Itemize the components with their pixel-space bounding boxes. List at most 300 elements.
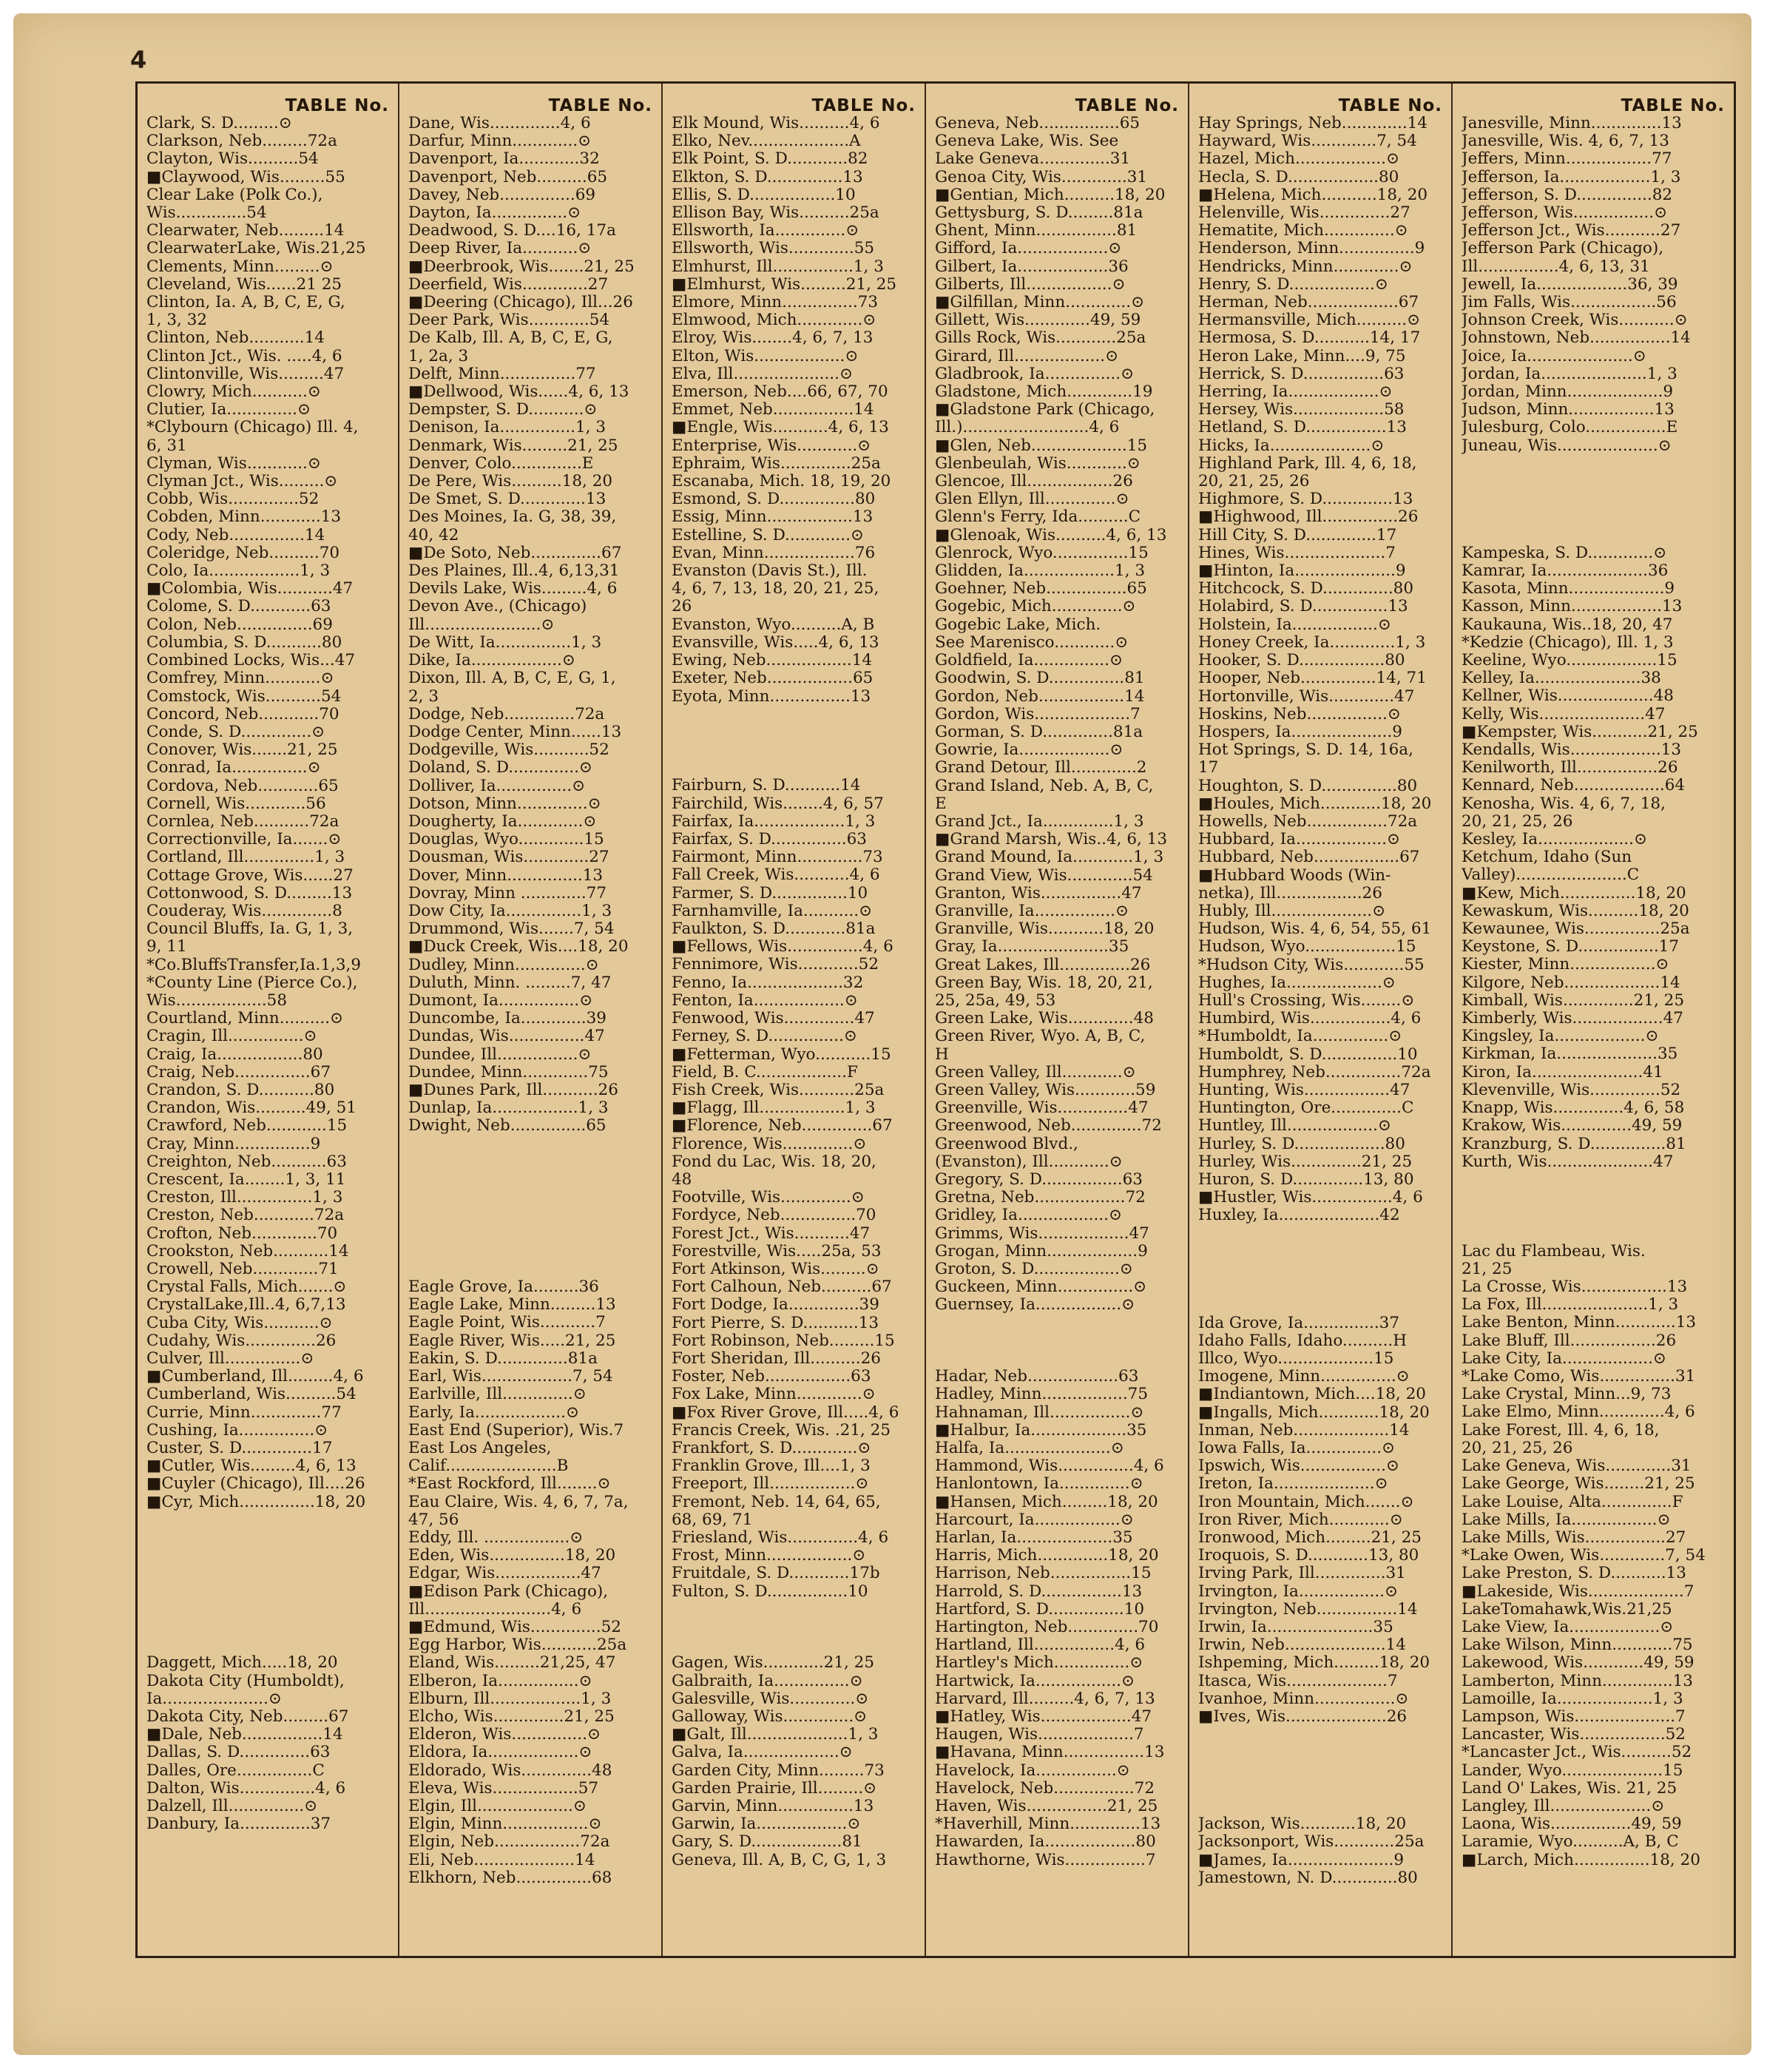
station-entry: Freeport, Ill.................⊙ bbox=[672, 1475, 869, 1494]
station-entry: ■Houles, Mich............18, 20 bbox=[1198, 794, 1432, 813]
station-entry: Eleva, Wis.................57 bbox=[408, 1779, 599, 1798]
station-entry: Edgar, Wis.................47 bbox=[408, 1565, 601, 1583]
station-entry: Clarkson, Neb.........72a bbox=[146, 132, 337, 151]
station-entry: Jackson, Wis...........18, 20 bbox=[1198, 1815, 1407, 1834]
station-entry: *Kedzie (Chicago), Ill. 1, 3 bbox=[1462, 633, 1674, 652]
station-entry: Elgin, Neb.................72a bbox=[408, 1833, 610, 1852]
station-entry: Fort Calhoun, Neb..........67 bbox=[672, 1278, 892, 1297]
station-entry: Elva, Ill.....................⊙ bbox=[672, 365, 853, 383]
station-entry: Denver, Colo..............E bbox=[408, 454, 594, 473]
station-entry: ■Gilfillan, Minn.............⊙ bbox=[935, 294, 1145, 312]
station-entry: Ill................4, 6, 13, 31 bbox=[1462, 257, 1650, 276]
station-entry: *Co.BluffsTransfer,Ia.1,3,9 bbox=[146, 956, 362, 974]
station-entry: Helenville, Wis..............27 bbox=[1198, 204, 1410, 223]
station-entry: Huron, S. D..............13, 80 bbox=[1198, 1170, 1414, 1189]
station-entry: Elko, Nev....................A bbox=[672, 132, 861, 151]
station-entry: Lake Geneva, Wis.............31 bbox=[1462, 1457, 1692, 1476]
station-entry: Clinton Jct., Wis. .....4, 6 bbox=[146, 347, 342, 365]
section-spacer bbox=[408, 1153, 652, 1171]
station-entry: Kelly, Wis.....................47 bbox=[1462, 705, 1666, 723]
station-entry: Eakin, S. D..............81a bbox=[408, 1349, 598, 1368]
station-entry: Genoa City, Wis.............31 bbox=[935, 168, 1148, 186]
station-entry: ■Claywood, Wis.........55 bbox=[146, 168, 345, 186]
station-entry: Glen Ellyn, Ill..............⊙ bbox=[935, 490, 1129, 509]
station-entry: Hunting, Wis.................47 bbox=[1198, 1081, 1410, 1099]
station-entry: 17 bbox=[1198, 759, 1219, 777]
station-entry: Hartford, S. D...............10 bbox=[935, 1600, 1145, 1619]
station-entry: Grimms, Wis..................47 bbox=[935, 1224, 1149, 1243]
station-entry: ■Deering (Chicago), Ill...26 bbox=[408, 294, 633, 312]
station-entry: Field, B. C..................F bbox=[672, 1063, 858, 1081]
station-entry: ■Elmhurst, Wis.........21, 25 bbox=[672, 275, 897, 294]
section-spacer bbox=[146, 1529, 389, 1547]
station-entry: Jacksonport, Wis............25a bbox=[1198, 1833, 1425, 1852]
station-entry: Frankfort, S. D.............⊙ bbox=[672, 1439, 871, 1457]
station-entry: Drummond, Wis.......7, 54 bbox=[408, 920, 615, 939]
station-entry: Dane, Wis..............4, 6 bbox=[408, 115, 591, 132]
station-entry: ■James, Ia.....................9 bbox=[1198, 1851, 1405, 1869]
station-entry: Council Bluffs, Ia. G, 1, 3, bbox=[146, 920, 354, 939]
station-entry: Friesland, Wis..............4, 6 bbox=[672, 1528, 889, 1547]
station-entry: Dundas, Wis...............47 bbox=[408, 1027, 605, 1046]
section-spacer bbox=[1198, 1798, 1442, 1815]
station-entry: Ellsworth, Ia..............⊙ bbox=[672, 222, 859, 240]
station-entry: See Marenisco............⊙ bbox=[935, 633, 1129, 652]
station-entry: Elderon, Wis...............⊙ bbox=[408, 1726, 601, 1744]
station-entry: 20, 21, 25, 26 bbox=[1462, 812, 1573, 831]
station-entry: Denison, Ia...............1, 3 bbox=[408, 419, 607, 437]
station-entry: Laona, Wis................49, 59 bbox=[1462, 1815, 1682, 1834]
station-entry: Huxley, Ia....................42 bbox=[1198, 1207, 1400, 1225]
section-spacer bbox=[1462, 473, 1725, 490]
station-entry: Creston, Ill...............1, 3 bbox=[146, 1189, 343, 1207]
column-header: TABLE No. bbox=[1075, 96, 1179, 115]
station-entry: Harvard, Ill.........4, 6, 7, 13 bbox=[935, 1690, 1155, 1708]
station-entry: Ipswich, Wis.................⊙ bbox=[1198, 1457, 1399, 1476]
station-entry: Elkhorn, Neb...............68 bbox=[408, 1869, 612, 1887]
station-entry: Elberon, Ia................⊙ bbox=[408, 1672, 592, 1690]
station-entry: Eli, Neb....................14 bbox=[408, 1851, 595, 1869]
station-entry: ■Hinton, Ia....................9 bbox=[1198, 562, 1406, 581]
station-entry: Creston, Neb............72a bbox=[146, 1207, 345, 1225]
station-entry: Cumberland, Wis..........54 bbox=[146, 1386, 357, 1404]
station-entry: Colo, Ia..................1, 3 bbox=[146, 562, 331, 581]
station-entry: Fox Lake, Minn.............⊙ bbox=[672, 1386, 876, 1404]
station-entry: ■Dellwood, Wis......4, 6, 13 bbox=[408, 383, 629, 402]
station-entry: E bbox=[935, 794, 947, 813]
station-entry: Fordyce, Neb...............70 bbox=[672, 1207, 876, 1225]
station-entry: Fond du Lac, Wis. 18, 20, bbox=[672, 1153, 876, 1171]
station-entry: Fenno, Ia...................32 bbox=[672, 973, 864, 992]
station-entry: Elgin, Minn.................⊙ bbox=[408, 1815, 602, 1834]
column-header: TABLE No. bbox=[1621, 96, 1725, 115]
station-entry: Goldfield, Ia...............⊙ bbox=[935, 652, 1123, 670]
station-entry: Kennard, Neb..................64 bbox=[1462, 777, 1686, 795]
column-header: TABLE No. bbox=[1338, 96, 1442, 115]
station-entry: Florence, Wis..............⊙ bbox=[672, 1135, 867, 1153]
station-entry: Cragin, Ill...............⊙ bbox=[146, 1027, 317, 1046]
station-entry: Eagle Point, Wis...........7 bbox=[408, 1314, 606, 1332]
station-entry: Iron Mountain, Mich.......⊙ bbox=[1198, 1493, 1414, 1511]
station-entry: Idaho Falls, Idaho..........H bbox=[1198, 1332, 1408, 1350]
station-entry: Fairmont, Minn.............73 bbox=[672, 848, 883, 867]
section-spacer bbox=[146, 1636, 389, 1654]
station-entry: Gary, S. D..................81 bbox=[672, 1833, 862, 1852]
station-entry: Elkton, S. D...............13 bbox=[672, 168, 863, 186]
station-entry: Hortonville, Wis.............47 bbox=[1198, 687, 1415, 706]
station-entry: Cushing, Ia...............⊙ bbox=[146, 1421, 328, 1440]
station-entry: Hughes, Ia...................⊙ bbox=[1198, 973, 1396, 992]
station-entry: Lake View, Ia..................⊙ bbox=[1462, 1618, 1674, 1636]
section-spacer bbox=[1462, 1224, 1725, 1242]
station-entry: Goodwin, S. D...............81 bbox=[935, 669, 1145, 688]
station-entry: Fennimore, Wis............52 bbox=[672, 956, 879, 974]
station-entry: Hitchcock, S. D..............80 bbox=[1198, 580, 1414, 598]
station-entry: East Los Angeles, bbox=[408, 1439, 552, 1457]
station-entry: Lake Bluff, Ill.................26 bbox=[1462, 1332, 1677, 1350]
station-entry: Creighton, Neb...........63 bbox=[146, 1153, 347, 1171]
station-entry: Fort Dodge, Ia..............39 bbox=[672, 1296, 879, 1315]
station-entry: De Kalb, Ill. A, B, C, E, G, bbox=[408, 329, 613, 348]
station-entry: Elmwood, Mich.............⊙ bbox=[672, 311, 876, 330]
station-entry: Hetland, S. D................13 bbox=[1198, 419, 1407, 437]
station-entry: Halfa, Ia.....................⊙ bbox=[935, 1439, 1124, 1457]
station-entry: Herman, Neb..................67 bbox=[1198, 294, 1419, 312]
station-entry: *Hudson City, Wis............55 bbox=[1198, 956, 1425, 974]
station-entry: Ferney, S. D...............⊙ bbox=[672, 1027, 857, 1046]
section-spacer bbox=[1198, 1225, 1442, 1243]
station-entry: Clutier, Ia..............⊙ bbox=[146, 401, 311, 419]
station-entry: Hawthorne, Wis................7 bbox=[935, 1851, 1156, 1869]
station-entry: Hospers, Ia....................9 bbox=[1198, 723, 1402, 741]
station-entry: ■Gentian, Mich..........18, 20 bbox=[935, 186, 1166, 204]
station-entry: Greenwood Blvd., bbox=[935, 1135, 1078, 1153]
station-entry: Crandon, Wis..........49, 51 bbox=[146, 1099, 357, 1118]
station-entry: Farmer, S. D...............10 bbox=[672, 884, 868, 902]
station-entry: Ida Grove, Ia...............37 bbox=[1198, 1314, 1400, 1332]
station-entry: Cuba City, Wis...........⊙ bbox=[146, 1314, 333, 1332]
station-entry: Hematite, Mich..............⊙ bbox=[1198, 222, 1408, 240]
station-entry: Esmond, S. D...............80 bbox=[672, 490, 876, 509]
station-entry: ■Havana, Minn................13 bbox=[935, 1744, 1165, 1762]
station-entry: Forestville, Wis.....25a, 53 bbox=[672, 1242, 882, 1261]
station-entry: ■Fetterman, Wyo...........15 bbox=[672, 1045, 891, 1064]
station-entry: Land O' Lakes, Wis. 21, 25 bbox=[1462, 1779, 1677, 1798]
station-entry: Deer Park, Wis............54 bbox=[408, 311, 610, 330]
station-entry: Eddy, Ill. .................⊙ bbox=[408, 1528, 584, 1547]
station-entry: 1, 3, 32 bbox=[146, 311, 208, 330]
station-entry: Franklin Grove, Ill....1, 3 bbox=[672, 1457, 871, 1476]
station-entry: ■Ingalls, Mich............18, 20 bbox=[1198, 1403, 1430, 1422]
station-entry: Gorman, S. D..............81a bbox=[935, 723, 1143, 741]
station-entry: Lake Geneva..............31 bbox=[935, 150, 1131, 169]
station-entry: Fenton, Ia..................⊙ bbox=[672, 991, 858, 1010]
station-entry: Clintonville, Wis.........47 bbox=[146, 365, 345, 383]
station-entry: ■Helena, Mich...........18, 20 bbox=[1198, 186, 1428, 204]
station-entry: La Fox, Ill.....................1, 3 bbox=[1462, 1296, 1679, 1315]
section-spacer bbox=[672, 1619, 916, 1636]
station-entry: Currie, Minn..............77 bbox=[146, 1403, 342, 1422]
section-spacer bbox=[1462, 455, 1725, 473]
station-entry: Galesville, Wis.............⊙ bbox=[672, 1690, 869, 1708]
station-entry: ■Edison Park (Chicago), bbox=[408, 1582, 609, 1601]
station-entry: Crofton, Neb.............70 bbox=[146, 1224, 338, 1243]
station-entry: Goehner, Neb................65 bbox=[935, 580, 1147, 598]
station-entry: Lancaster, Wis.................52 bbox=[1462, 1726, 1686, 1744]
station-entry: Duluth, Minn. .........7, 47 bbox=[408, 973, 612, 992]
station-entry: Gridley, Ia..................⊙ bbox=[935, 1207, 1122, 1225]
station-entry: Culver, Ill...............⊙ bbox=[146, 1350, 314, 1369]
station-entry: Elmore, Minn...............73 bbox=[672, 294, 879, 312]
station-entry: Harcourt, Ia.................⊙ bbox=[935, 1511, 1134, 1529]
station-entry: Cray, Minn...............9 bbox=[146, 1135, 321, 1153]
station-entry: Granville, Ia................⊙ bbox=[935, 902, 1129, 920]
station-entry: Hurley, Wis..............21, 25 bbox=[1198, 1153, 1413, 1171]
station-entry: Grand View, Wis.............54 bbox=[935, 866, 1153, 885]
station-entry: 47, 56 bbox=[408, 1511, 459, 1529]
station-entry: ■Galt, Ill....................1, 3 bbox=[672, 1726, 879, 1744]
station-entry: Darfur, Minn.............⊙ bbox=[408, 132, 592, 151]
station-entry: Jeffers, Minn.................77 bbox=[1462, 150, 1672, 169]
station-entry: Johnson Creek, Wis...........⊙ bbox=[1462, 311, 1688, 330]
station-entry: Grogan, Minn..................9 bbox=[935, 1242, 1148, 1261]
station-entry: Lake Mills, Ia.................⊙ bbox=[1462, 1511, 1671, 1529]
station-entry: Highmore, S. D..............13 bbox=[1198, 490, 1413, 509]
station-entry: Denmark, Wis.........21, 25 bbox=[408, 436, 618, 455]
station-entry: Crescent, Ia........1, 3, 11 bbox=[146, 1170, 346, 1189]
station-entry: 20, 21, 25, 26 bbox=[1198, 473, 1310, 491]
section-spacer bbox=[408, 1135, 652, 1153]
station-entry: Henderson, Minn...............9 bbox=[1198, 240, 1425, 258]
station-list bbox=[408, 115, 652, 1887]
station-entry: Ellison Bay, Wis..........25a bbox=[672, 204, 879, 223]
station-entry: Hartwick, Ia.................⊙ bbox=[935, 1672, 1135, 1690]
station-entry: Dodgeville, Wis...........52 bbox=[408, 741, 609, 760]
station-entry: 20, 21, 25, 26 bbox=[1462, 1439, 1573, 1457]
station-entry: Ellis, S. D.................10 bbox=[672, 186, 856, 204]
section-spacer bbox=[408, 1207, 652, 1224]
station-entry: Jefferson Jct., Wis...........27 bbox=[1462, 222, 1681, 240]
station-entry: Gettysburg, S. D.........81a bbox=[935, 204, 1143, 223]
station-entry: *Clybourn (Chicago) Ill. 4, bbox=[146, 419, 359, 437]
section-spacer bbox=[1462, 490, 1725, 508]
station-entry: Gretna, Neb..................72 bbox=[935, 1189, 1146, 1207]
station-entry: Lac du Flambeau, Wis. bbox=[1462, 1242, 1646, 1261]
station-entry: Havelock, Ia................⊙ bbox=[935, 1761, 1130, 1780]
station-entry: Hudson, Wyo..................15 bbox=[1198, 938, 1416, 956]
station-entry: Essig, Minn.................13 bbox=[672, 508, 874, 527]
section-spacer bbox=[1198, 1744, 1442, 1761]
station-entry: Eagle Grove, Ia.........36 bbox=[408, 1278, 599, 1297]
station-entry: Harlan, Ia...................35 bbox=[935, 1529, 1133, 1547]
station-entry: ■Hubbard Woods (Win- bbox=[1198, 866, 1391, 885]
station-entry: Devon Ave., (Chicago) bbox=[408, 598, 587, 616]
station-entry: Clear Lake (Polk Co.), bbox=[146, 186, 323, 204]
station-entry: ■Cyr, Mich...............18, 20 bbox=[146, 1493, 366, 1511]
station-entry: 2, 3 bbox=[408, 687, 439, 706]
station-entry: *Lake Como, Wis...............31 bbox=[1462, 1368, 1696, 1386]
station-entry: Iroquois, S. D............13, 80 bbox=[1198, 1547, 1419, 1565]
station-entry: Foster, Neb.................63 bbox=[672, 1368, 871, 1386]
station-entry: Dougherty, Ia.............⊙ bbox=[408, 812, 597, 831]
station-entry: Cody, Neb...............14 bbox=[146, 526, 325, 544]
section-spacer bbox=[1198, 1278, 1442, 1296]
station-entry: Kaukauna, Wis..18, 20, 47 bbox=[1462, 615, 1673, 634]
station-entry: Cordova, Neb............65 bbox=[146, 777, 339, 795]
section-spacer bbox=[672, 1636, 916, 1654]
station-entry: Faulkton, S. D............81a bbox=[672, 920, 876, 939]
station-entry: ■Cumberland, Ill.........4, 6 bbox=[146, 1368, 364, 1386]
station-entry: Elk Mound, Wis..........4, 6 bbox=[672, 115, 880, 132]
station-entry: Jefferson, Wis................⊙ bbox=[1462, 204, 1668, 223]
station-entry: Grand Jct., Ia..............1, 3 bbox=[935, 812, 1144, 831]
column-header: TABLE No. bbox=[285, 96, 389, 115]
station-entry: 9, 11 bbox=[146, 938, 187, 956]
station-entry: Ia.....................⊙ bbox=[146, 1690, 282, 1708]
station-entry: Lake George, Wis........21, 25 bbox=[1462, 1475, 1695, 1494]
station-entry: Fulton, S. D................10 bbox=[672, 1582, 868, 1601]
station-entry: Des Plaines, Ill..4, 6,13,31 bbox=[408, 562, 620, 581]
station-entry: Kimberly, Wis..................47 bbox=[1462, 1010, 1683, 1028]
station-entry: Fairchild, Wis........4, 6, 57 bbox=[672, 794, 884, 813]
station-entry: 40, 42 bbox=[408, 526, 459, 544]
station-entry: ■Hustler, Wis................4, 6 bbox=[1198, 1189, 1423, 1207]
station-entry: Kendalls, Wis..................13 bbox=[1462, 741, 1682, 760]
station-entry: Gogebic Lake, Mich. bbox=[935, 615, 1101, 634]
station-entry: Wis..................58 bbox=[146, 991, 288, 1010]
station-entry: Jewell, Ia..................36, 39 bbox=[1462, 275, 1678, 294]
station-entry: De Smet, S. D.............13 bbox=[408, 490, 607, 509]
station-entry: Hurley, S. D..................80 bbox=[1198, 1135, 1405, 1153]
station-entry: Johnstown, Neb................14 bbox=[1462, 329, 1691, 348]
station-entry: Dalles, Ore...............C bbox=[146, 1761, 325, 1780]
station-entry: Fremont, Neb. 14, 64, 65, bbox=[672, 1493, 881, 1511]
station-entry: Egg Harbor, Wis...........25a bbox=[408, 1636, 627, 1655]
station-entry: Kewaskum, Wis..........18, 20 bbox=[1462, 902, 1689, 920]
station-entry: Kewaunee, Wis...............25a bbox=[1462, 920, 1690, 939]
station-entry: Early, Ia..................⊙ bbox=[408, 1403, 579, 1422]
station-entry: Fenwood, Wis..............47 bbox=[672, 1010, 875, 1028]
station-entry: ■Halbur, Ia...................35 bbox=[935, 1421, 1147, 1440]
station-entry: Kelley, Ia.....................38 bbox=[1462, 669, 1661, 688]
timetable-index-page bbox=[13, 13, 1751, 2055]
station-entry: ■Ives, Wis....................26 bbox=[1198, 1708, 1408, 1726]
station-entry: Lander, Wyo....................15 bbox=[1462, 1761, 1683, 1780]
station-entry: Clyman Jct., Wis.........⊙ bbox=[146, 473, 338, 491]
station-list bbox=[935, 115, 1179, 1869]
station-entry: Hines, Wis....................7 bbox=[1198, 544, 1396, 562]
station-entry: Itasca, Wis....................7 bbox=[1198, 1672, 1398, 1690]
station-entry: Elroy, Wis........4, 6, 7, 13 bbox=[672, 329, 874, 348]
station-entry: Dallas, S. D..............63 bbox=[146, 1744, 331, 1762]
station-entry: Highland Park, Ill. 4, 6, 18, bbox=[1198, 454, 1417, 473]
station-entry: Ewing, Neb.................14 bbox=[672, 652, 873, 670]
station-entry: Gillett, Wis.............49, 59 bbox=[935, 311, 1141, 330]
station-entry: Crowell, Neb.............71 bbox=[146, 1261, 339, 1278]
section-spacer bbox=[1462, 1189, 1725, 1207]
station-entry: Dakota City, Neb.........67 bbox=[146, 1707, 349, 1726]
station-entry: Holstein, Ia.................⊙ bbox=[1198, 615, 1391, 634]
station-entry: Illco, Wyo...................15 bbox=[1198, 1349, 1394, 1368]
station-entry: Iron River, Mich............⊙ bbox=[1198, 1511, 1403, 1529]
station-entry: Eldorado, Wis..............48 bbox=[408, 1761, 612, 1780]
station-entry: 21, 25 bbox=[1462, 1260, 1513, 1278]
station-entry: *Lake Owen, Wis.............7, 54 bbox=[1462, 1547, 1706, 1565]
station-entry: Geneva, Ill. A, B, C, G, 1, 3 bbox=[672, 1851, 887, 1869]
station-entry: Colon, Neb...............69 bbox=[146, 615, 333, 634]
station-entry: ■Glenoak, Wis..........4, 6, 13 bbox=[935, 526, 1167, 544]
station-entry: Glenrock, Wyo...............15 bbox=[935, 544, 1149, 562]
station-entry: Lake Benton, Minn............13 bbox=[1462, 1314, 1697, 1332]
station-entry: Dakota City (Humboldt), bbox=[146, 1672, 345, 1690]
section-spacer bbox=[672, 759, 916, 777]
station-entry: Grand Island, Neb. A, B, C, bbox=[935, 777, 1154, 795]
station-entry: Cortland, Ill..............1, 3 bbox=[146, 848, 345, 867]
station-entry: Langley, Ill....................⊙ bbox=[1462, 1797, 1665, 1815]
station-entry: Devils Lake, Wis.........4, 6 bbox=[408, 580, 618, 598]
station-entry: Ireton, Ia....................⊙ bbox=[1198, 1475, 1388, 1494]
station-entry: Gilberts, Ill.................⊙ bbox=[935, 275, 1126, 294]
station-entry: Elgin, Ill...................⊙ bbox=[408, 1797, 587, 1815]
station-entry: Courtland, Minn..........⊙ bbox=[146, 1010, 344, 1028]
station-entry: Huntington, Ore..............C bbox=[1198, 1099, 1414, 1118]
station-entry: Clyman, Wis............⊙ bbox=[146, 454, 321, 473]
station-entry: Crookston, Neb...........14 bbox=[146, 1242, 349, 1261]
station-entry: Kirkman, Ia....................35 bbox=[1462, 1045, 1678, 1064]
station-entry: Kesley, Ia...................⊙ bbox=[1462, 831, 1647, 849]
station-entry: Doland, S. D..............⊙ bbox=[408, 759, 592, 777]
section-spacer bbox=[1198, 1243, 1442, 1261]
station-entry: Comstock, Wis...........54 bbox=[146, 687, 342, 706]
section-spacer bbox=[146, 1619, 389, 1636]
station-entry: Fort Robinson, Neb.........15 bbox=[672, 1332, 895, 1350]
section-spacer bbox=[935, 1332, 1179, 1350]
station-entry: Gills Rock, Wis............25a bbox=[935, 329, 1146, 348]
section-spacer bbox=[408, 1261, 652, 1278]
station-entry: Calif......................B bbox=[408, 1457, 569, 1476]
section-spacer bbox=[146, 1547, 389, 1565]
station-entry: Green Bay, Wis. 18, 20, 21, bbox=[935, 973, 1153, 992]
section-spacer bbox=[146, 1565, 389, 1582]
station-entry: Glenn's Ferry, Ida..........C bbox=[935, 508, 1141, 527]
station-entry: Fairfax, S. D...............63 bbox=[672, 831, 867, 849]
station-entry: Juneau, Wis....................⊙ bbox=[1462, 436, 1672, 455]
station-entry: Dudley, Minn..............⊙ bbox=[408, 956, 599, 974]
station-entry: Comfrey, Minn...........⊙ bbox=[146, 669, 334, 688]
station-entry: Valley)......................C bbox=[1462, 866, 1640, 885]
station-entry: Kiron, Ia......................41 bbox=[1462, 1063, 1663, 1081]
station-entry: Craig, Neb...............67 bbox=[146, 1063, 331, 1081]
station-entry: Ill.......................⊙ bbox=[408, 615, 555, 634]
station-entry: ■Indiantown, Mich....18, 20 bbox=[1198, 1386, 1426, 1404]
section-spacer bbox=[1198, 1726, 1442, 1744]
station-entry: Dundee, Minn.............75 bbox=[408, 1063, 609, 1081]
station-entry: Galbraith, Ia...............⊙ bbox=[672, 1672, 863, 1690]
station-entry: ■Cutler, Wis.........4, 6, 13 bbox=[146, 1457, 357, 1476]
station-entry: ■Hansen, Mich.........18, 20 bbox=[935, 1493, 1158, 1511]
station-entry: Jamestown, N. D.............80 bbox=[1198, 1869, 1418, 1887]
station-entry: Howells, Neb................72a bbox=[1198, 812, 1418, 831]
station-entry: Eagle Lake, Minn.........13 bbox=[408, 1296, 616, 1315]
station-entry: Kasota, Minn...................9 bbox=[1462, 580, 1675, 598]
station-entry: Harrison, Neb................15 bbox=[935, 1565, 1152, 1583]
station-entry: Hubbard, Neb.................67 bbox=[1198, 848, 1420, 867]
station-entry: 1, 2a, 3 bbox=[408, 347, 469, 365]
station-entry: Granton, Wis................47 bbox=[935, 884, 1142, 902]
station-entry: Cudahy, Wis..............26 bbox=[146, 1332, 337, 1350]
station-entry: Elburn, Ill..................1, 3 bbox=[408, 1690, 612, 1708]
station-entry: Hoskins, Neb................⊙ bbox=[1198, 705, 1401, 723]
